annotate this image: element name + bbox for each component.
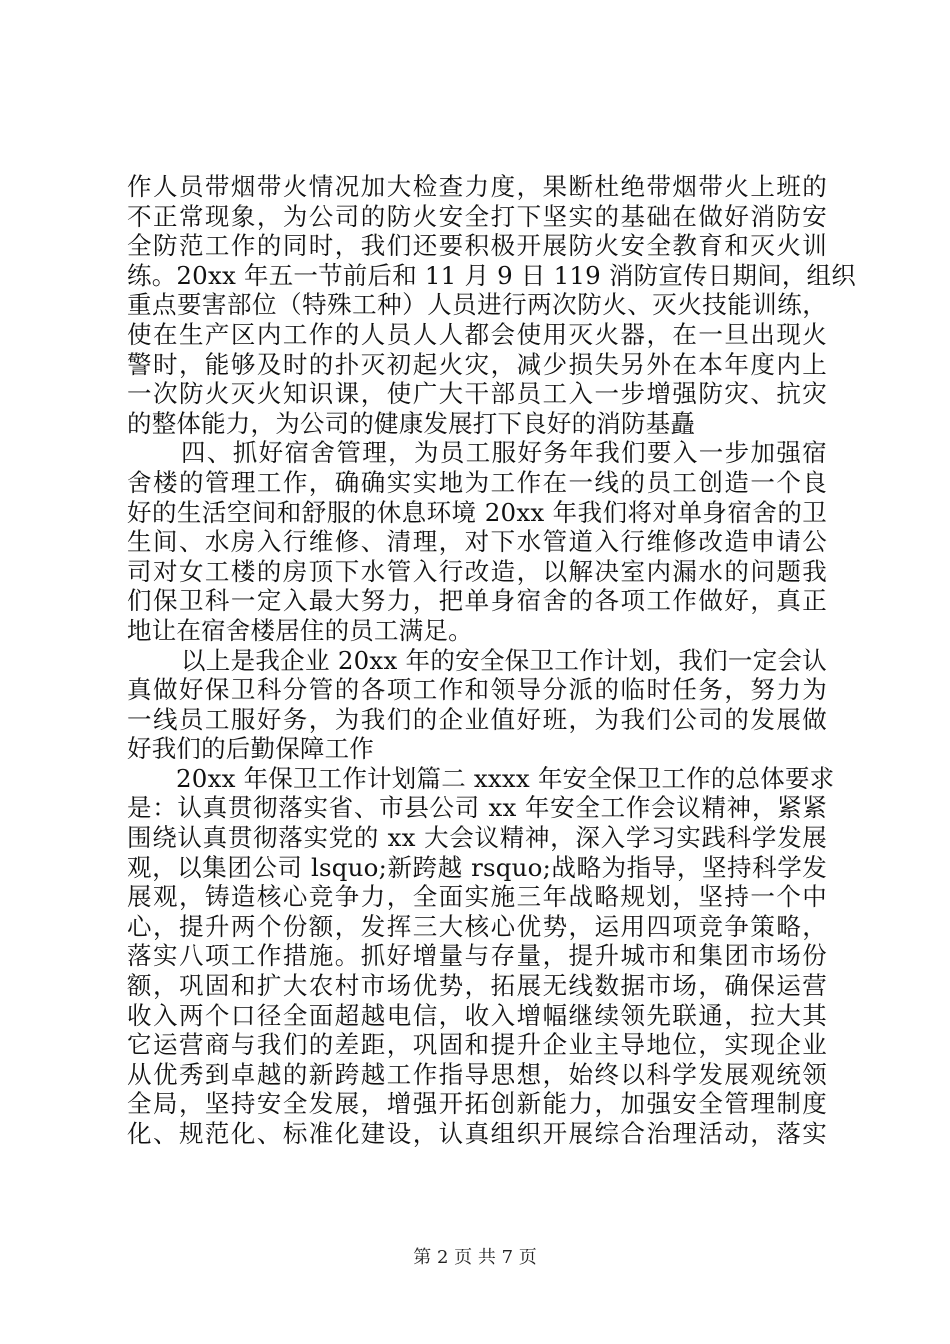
page-number-footer: 第 2 页 共 7 页 [413,1247,537,1268]
text-line: 落实八项工作措施。抓好增量与存量，提升城市和集团市场份 [127,941,827,971]
paragraph-start-line: 20xx 年保卫工作计划篇二 xxxx 年安全保卫工作的总体要求 [176,763,835,793]
text-line: 全局，坚持安全发展，增强开拓创新能力，加强安全管理制度 [127,1089,827,1119]
text-line: 展观，铸造核心竞争力，全面实施三年战略规划，坚持一个中 [127,882,827,912]
text-line: 一次防火灭火知识课，使广大干部员工入一步增强防灾、抗灾 [127,379,827,409]
text-line: 生间、水房入行维修、清理，对下水管道入行维修改造申请公 [127,527,827,557]
text-line: 是：认真贯彻落实省、市县公司 xx 年安全工作会议精神，紧紧 [127,793,827,823]
text-line: 的整体能力，为公司的健康发展打下良好的消防基矗 [127,408,696,438]
text-line: 使在生产区内工作的人员人人都会使用灭火器，在一旦出现火 [127,319,827,349]
text-line: 额，巩固和扩大农村市场优势，拓展无线数据市场，确保运营 [127,971,827,1001]
text-line: 一线员工服好务，为我们的企业值好班，为我们公司的发展做 [127,704,827,734]
text-line: 好我们的后勤保障工作 [127,734,374,764]
text-line: 地让在宿舍楼居住的员工满足。 [127,615,473,645]
text-line: 作人员带烟带火情况加大检查力度，果断杜绝带烟带火上班的 [127,172,827,201]
text-line: 好的生活空间和舒服的休息环境 20xx 年我们将对单身宿舍的卫 [127,497,827,527]
text-line: 警时，能够及时的扑灭初起火灾，减少损失另外在本年度内上 [127,349,827,379]
paragraph-start-line: 以上是我企业 20xx 年的安全保卫工作计划，我们一定会认 [181,645,827,675]
text-line: 收入两个口径全面超越电信，收入增幅继续领先联通，拉大其 [127,1000,827,1030]
text-line: 心，提升两个份额，发挥三大核心优势，运用四项竞争策略， [127,911,827,941]
text-line: 观，以集团公司 lsquo;新跨越 rsquo;战略为指导，坚持科学发 [127,852,827,882]
text-line: 围绕认真贯彻落实党的 xx 大会议精神，深入学习实践科学发展 [127,823,827,853]
text-line: 不正常现象，为公司的防火安全打下坚实的基础在做好消防安 [127,201,827,231]
text-line: 司对女工楼的房顶下水管入行改造，以解决室内漏水的问题我 [127,556,827,586]
text-line: 化、规范化、标准化建设，认真组织开展综合治理活动，落实 [127,1119,827,1148]
text-line: 真做好保卫科分管的各项工作和领导分派的临时任务，努力为 [127,675,827,705]
text-line: 们保卫科一定入最大努力，把单身宿舍的各项工作做好，真正 [127,586,827,616]
text-line: 全防范工作的同时，我们还要积极开展防火安全教育和灭火训 [127,231,827,261]
text-line: 它运营商与我们的差距，巩固和提升企业主导地位，实现企业 [127,1030,827,1060]
text-line: 舍楼的管理工作，确确实实地为工作在一线的员工创造一个良 [127,467,827,497]
text-line: 练。20xx 年五一节前后和 11 月 9 日 119 消防宣传日期间，组织 [127,260,856,290]
text-line: 从优秀到卓越的新跨越工作指导思想，始终以科学发展观统领 [127,1059,827,1089]
text-line: 重点要害部位（特殊工种）人员进行两次防火、灭火技能训练， [127,290,827,320]
document-body [127,172,856,1149]
paragraph-start-line: 四、抓好宿舍管理，为员工服好务年我们要入一步加强宿 [181,438,827,468]
